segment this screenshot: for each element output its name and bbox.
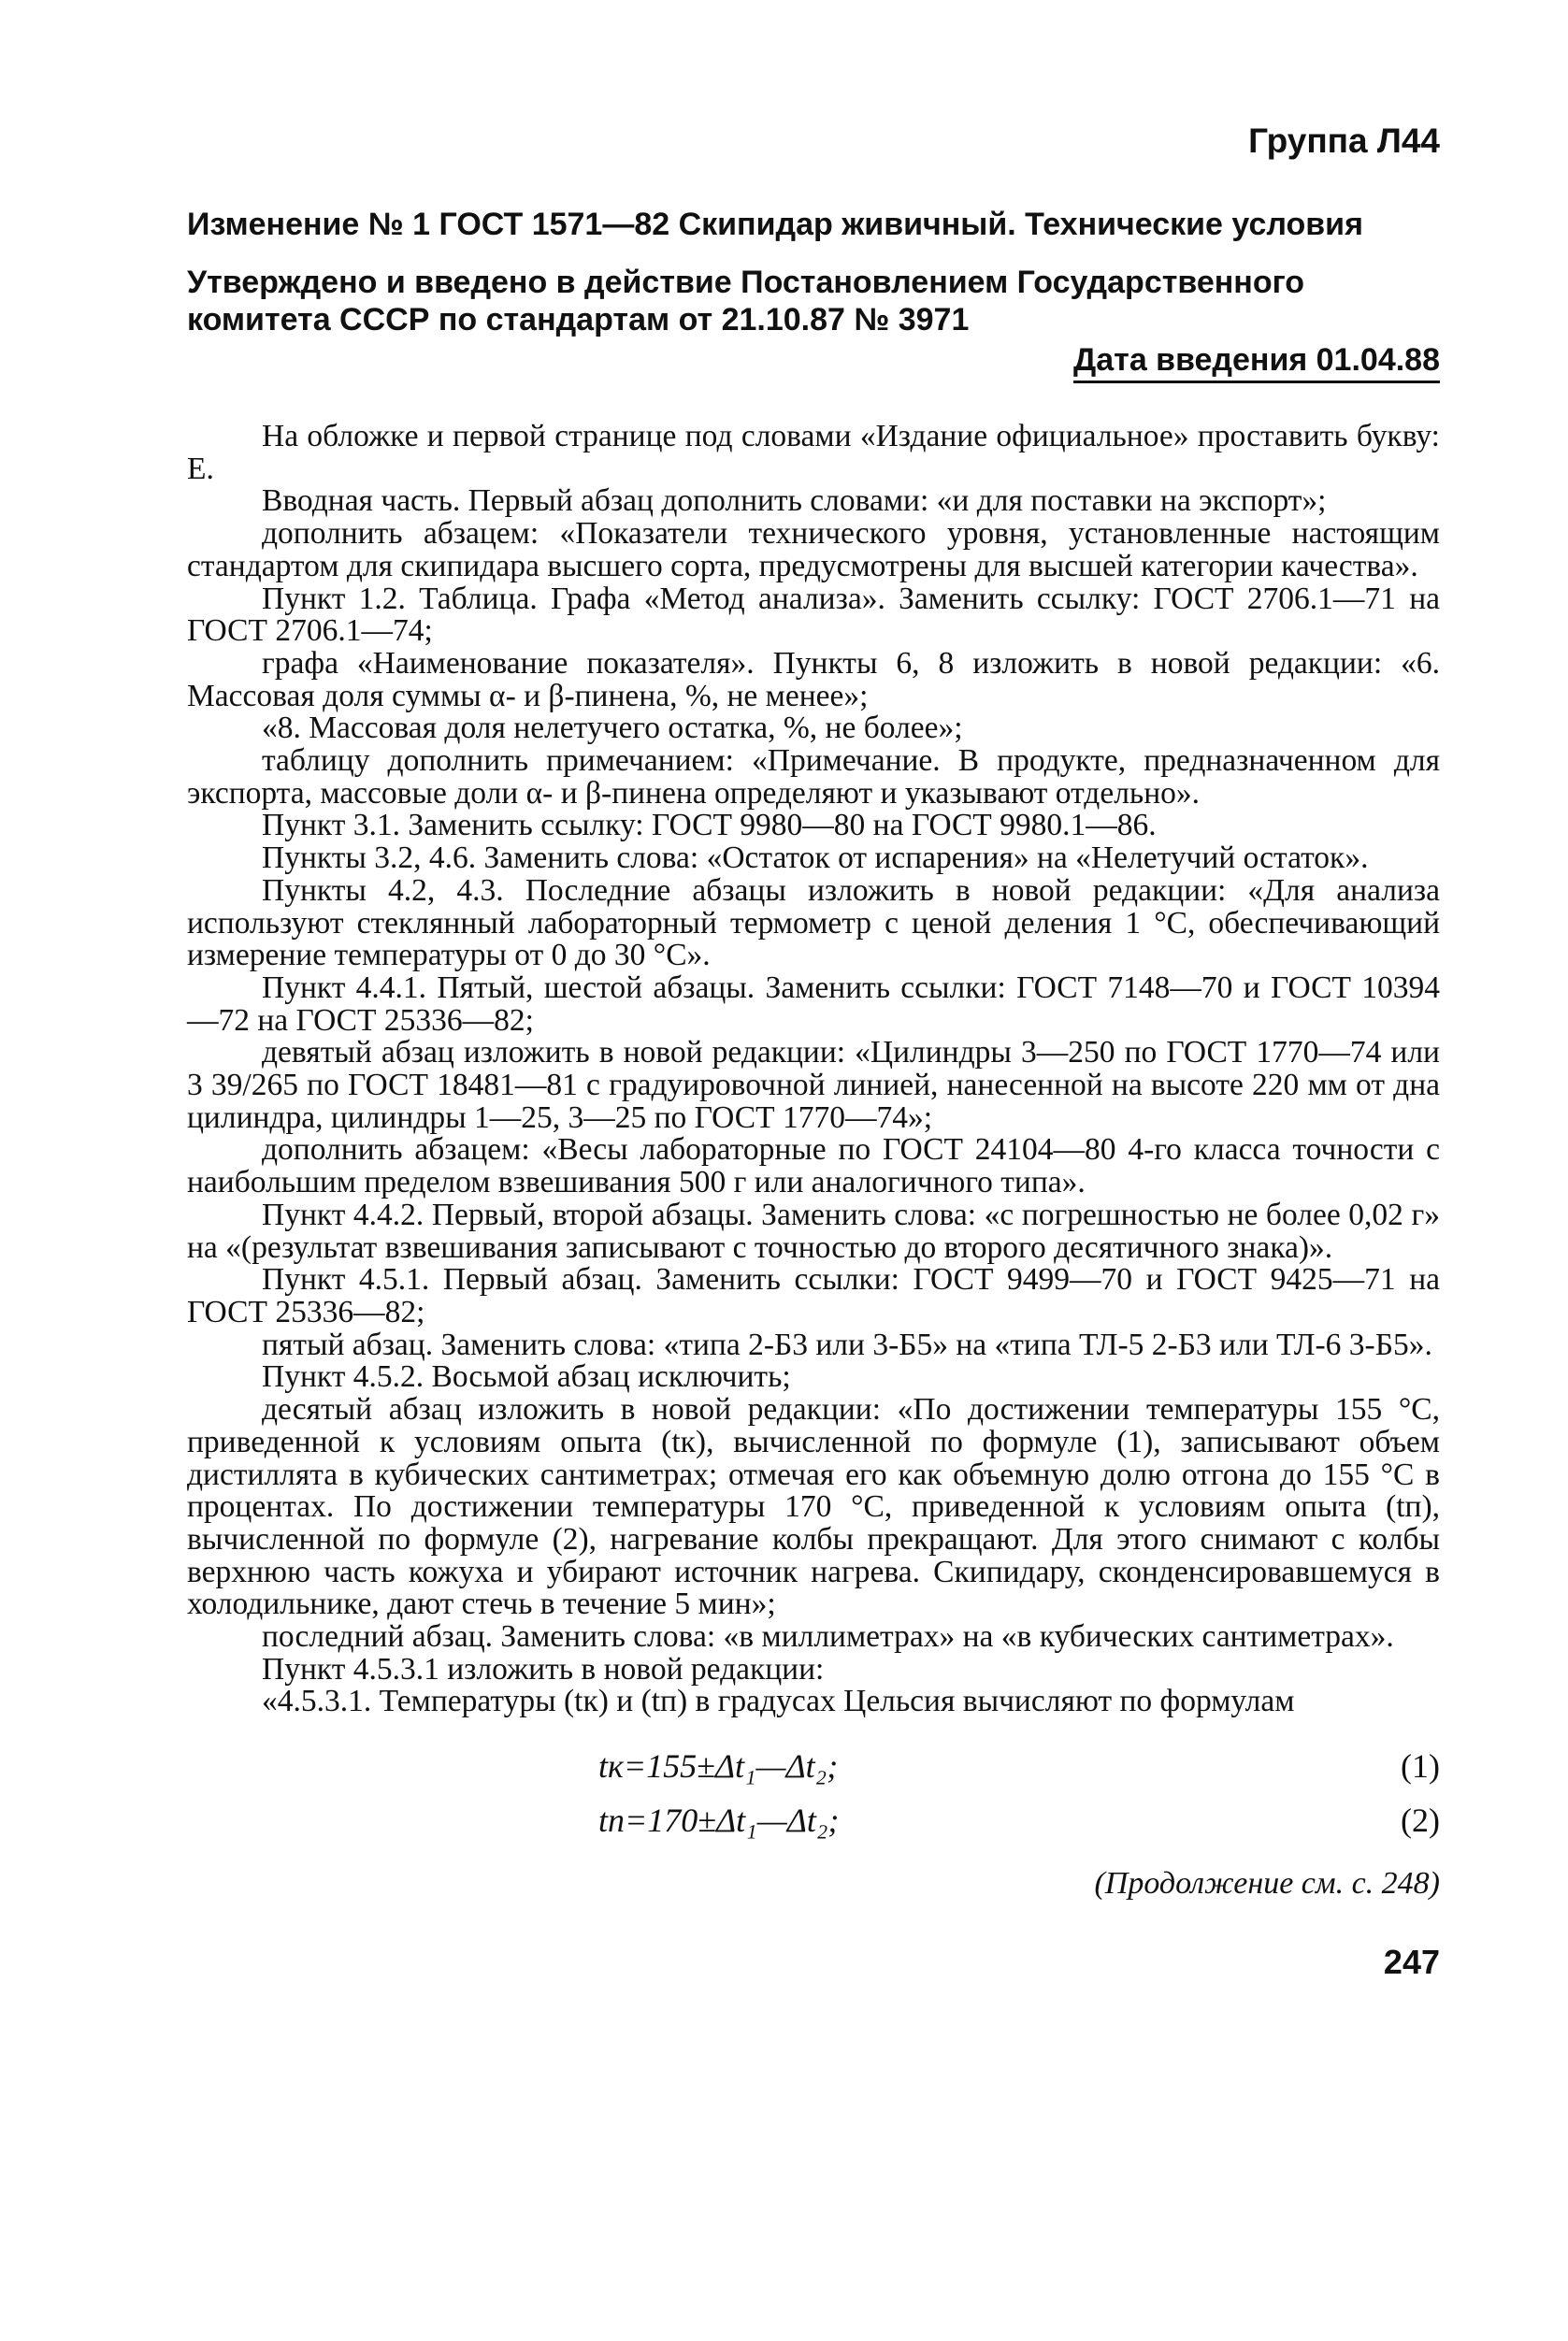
formula-row (187, 1737, 1440, 1791)
continuation-note: (Продолжение см. с. 248) (1094, 1866, 1440, 1902)
paragraph: таблицу дополнить примечанием: «Примечание. В продукте, предназначенном для экспорта, массовые доли α- и β-пинена определяют и указывают отдельно». (187, 743, 1440, 811)
formula-row (187, 1791, 1440, 1846)
formula-number: (2) (1401, 1802, 1440, 1840)
paragraph: Вводная часть. Первый абзац дополнить словами: «и для поставки на экспорт»; (262, 483, 1327, 519)
document-page (187, 122, 1440, 1982)
paragraph: Пункт 4.5.3.1 изложить в новой редакции: (262, 1651, 825, 1687)
paragraph: Пункт 1.2. Таблица. Графа «Метод анализа». Заменить ссылку: ГОСТ 2706.1—71 на ГОСТ 2706.1—74; (187, 581, 1440, 649)
paragraph: Пункт 4.5.1. Первый абзац. Заменить ссылки: ГОСТ 9499—70 и ГОСТ 9425—71 на ГОСТ 25336—82; (187, 1262, 1440, 1329)
paragraph: пятый абзац. Заменить слова: «типа 2-Б3 или 3-Б5» на «типа ТЛ-5 2-Б3 или ТЛ-6 3-Б5». (262, 1327, 1432, 1362)
formula-number: (1) (1401, 1747, 1440, 1786)
paragraph: дополнить абзацем: «Показатели технического уровня, установленные настоящим стандартом для скипидара высшего сорта, предусмотрены для высшей категории качества». (187, 516, 1440, 583)
date-wrapper (187, 342, 1440, 383)
paragraph: Пункты 3.2, 4.6. Заменить слова: «Остаток от испарения» на «Нелетучий остаток». (262, 840, 1369, 876)
amendment-title: Изменение № 1 ГОСТ 1571—82 Скипидар живичный. Технические условия (187, 207, 1363, 242)
paragraph: Пункт 4.5.2. Восьмой абзац исключить; (262, 1359, 791, 1395)
paragraph: графа «Наименование показателя». Пункты 6, 8 изложить в новой редакции: «6. Массовая доля суммы α- и β-пинена, %, не менее»; (187, 645, 1440, 713)
page-number: 247 (1383, 1943, 1440, 1982)
formulas (187, 1737, 1440, 1846)
paragraph: «8. Массовая доля нелетучего остатка, %, не более»; (262, 711, 963, 746)
paragraph: Пункт 4.4.1. Пятый, шестой абзацы. Заменить ссылки: ГОСТ 7148—70 и ГОСТ 10394—72 на ГОСТ 25336—82; (187, 969, 1440, 1038)
paragraph: «4.5.3.1. Температуры (tк) и (tп) в градусах Цельсия вычисляют по формулам (262, 1684, 1295, 1719)
paragraph: девятый абзац изложить в новой редакции: «Цилиндры 3—250 по ГОСТ 1770—74 или 3 39/265 по ГОСТ 18481—81 с градуировочной линией, нанесенной на высоте 220 мм от дна цилиндра, цилиндры 1—25, 3—25 по ГОСТ 1770—74»; (187, 1035, 1440, 1135)
paragraph: Пункты 4.2, 4.3. Последние абзацы изложить в новой редакции: «Для анализа используют стеклянный лабораторный термометр с ценой деления 1 °С, обеспечивающий измерение температуры от 0 до 30 °С». (187, 872, 1440, 973)
formula-expression: tк=155±Δt₁—Δt₂; (598, 1747, 839, 1786)
paragraph: Пункт 3.1. Заменить ссылку: ГОСТ 9980—80 на ГОСТ 9980.1—86. (262, 808, 1157, 843)
amendment-body (187, 421, 1440, 1718)
effective-date: Дата введения 01.04.88 (1073, 342, 1440, 383)
paragraph: последний абзац. Заменить слова: «в миллиметрах» на «в кубических сантиметрах». (262, 1619, 1394, 1655)
paragraph: десятый абзац изложить в новой редакции: «По достижении температуры 155 °С, приведенной к условиям опыта (tк), вычисленной по формуле (1), записывают объем дистиллята в кубических сантиметрах; отмечая его как объемную долю отгона до 155 °С в процентах. По достижении температуры 170 °С, приведенной к условиям опыта (tп), вычисленной по формуле (2), нагревание колбы прекращают. Для этого снимают с колбы верхнюю часть кожуха и убирают источник нагрева. Скипидару, сконденсировавшемуся в холодильнике, дают стечь в течение 5 мин»; (187, 1392, 1440, 1622)
paragraph: дополнить абзацем: «Весы лабораторные по ГОСТ 24104—80 4-го класса точности с наибольшим пределом взвешивания 500 г или аналогичного типа». (187, 1132, 1440, 1200)
group-code: Группа Л44 (1248, 122, 1440, 160)
paragraph: Пункт 4.4.2. Первый, второй абзацы. Заменить слова: «с погрешностью не более 0,02 г» на «(результат взвешивания записывают с точностью до второго десятичного знака)». (187, 1197, 1440, 1265)
approval-statement: Утверждено и введено в действие Постановлением Государственного комитета СССР по стандартам от 21.10.87 № 3971 (187, 265, 1305, 338)
formula-expression: tп=170±Δt₁—Δt₂; (598, 1802, 840, 1840)
paragraph: На обложке и первой странице под словами «Издание официальное» проставить букву: Е. (187, 419, 1440, 486)
